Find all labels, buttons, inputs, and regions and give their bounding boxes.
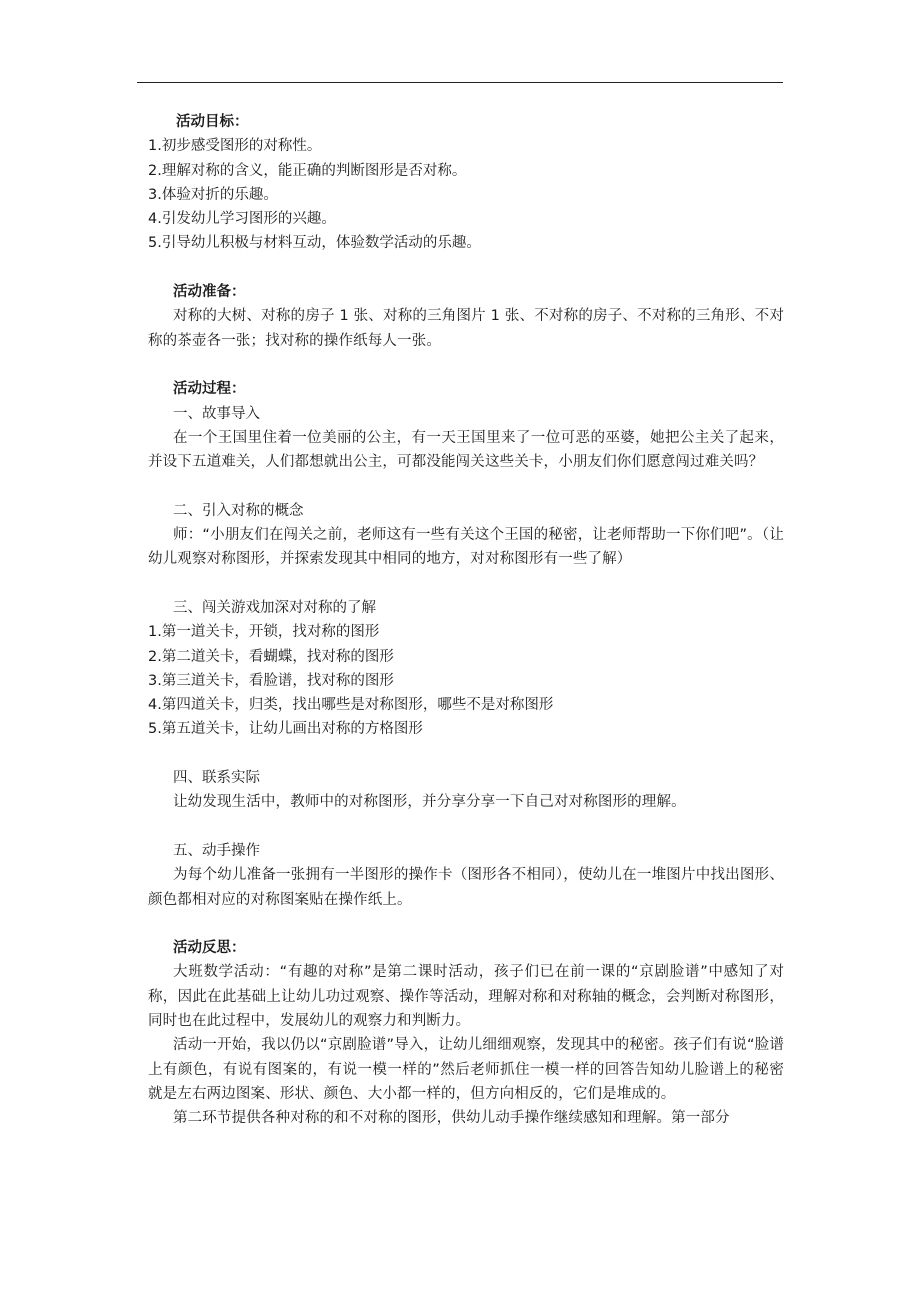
section-title: 四、联系实际 (173, 770, 260, 787)
reflection-paragraph: 大班数学活动：“有趣的对称”是第二课时活动，孩子们已在前一课的“京剧脸谱”中感知了对称，因此在此基础上让幼儿功过观察、操作等活动，理解对称和对称轴的概念，会判断对称图形，同时也在此过程中，发展幼儿的观察力和判断力。 (148, 964, 784, 1029)
level-item: 2.第二道关卡，看蝴蝶，找对称的图形 (148, 648, 394, 665)
preparation-heading: 活动准备： (173, 284, 246, 301)
goals-heading: 活动目标： (176, 114, 249, 130)
level-item: 1.第一道关卡，开锁，找对称的图形 (148, 624, 380, 641)
section-text: 为每个幼儿准备一张拥有一半图形的操作卡（图形各不相同），使幼儿在一堆图片中找出图形、颜色都相对应的对称图案贴在操作纸上。 (148, 867, 784, 908)
header-rule (137, 82, 783, 83)
level-item: 5.第五道关卡，让幼儿画出对称的方格图形 (148, 721, 423, 738)
section-text: 在一个王国里住着一位美丽的公主，有一天王国里来了一位可恶的巫婆，她把公主关了起来，并设下五道难关，人们都想就出公主，可都没能闯关这些关卡，小朋友们你们愿意闯过难关吗？ (148, 429, 784, 471)
goal-item: 4.引发幼儿学习图形的兴趣。 (148, 211, 336, 228)
process-heading: 活动过程： (173, 381, 246, 398)
goal-item: 3.体验对折的乐趣。 (148, 186, 278, 203)
section-text: 师：“小朋友们在闯关之前，老师这有一些有关这个王国的秘密，让老师帮助一下你们吧”。（让幼儿观察对称图形，并探索发现其中相同的地方，对对称图形有一些了解） (148, 527, 784, 568)
preparation-text: 对称的大树、对称的房子 1 张、对称的三角图片 1 张、不对称的房子、不对称的三角形、不对称的茶壶各一张；找对称的操作纸每人一张。 (148, 308, 784, 349)
reflection-heading: 活动反思： (173, 940, 246, 957)
section-title: 三、闯关游戏加深对对称的了解 (173, 599, 376, 616)
reflection-paragraph: 活动一开始，我以仍以“京剧脸谱”导入，让幼儿细细观察，发现其中的秘密。孩子们有说“脸谱上有颜色，有说有图案的，有说一模一样的”然后老师抓住一模一样的回答告知幼儿脸谱上的秘密就是左右两边图案、形状、颜色、大小都一样的，但方向相反的，它们是堆成的。 (148, 1037, 784, 1102)
level-item: 3.第三道关卡，看脸谱，找对称的图形 (148, 672, 394, 689)
reflection-paragraph: 第二环节提供各种对称的和不对称的图形，供幼儿动手操作继续感知和理解。第一部分 (173, 1110, 730, 1127)
section-text: 让幼发现生活中，教师中的对称图形，并分享分享一下自己对对称图形的理解。 (173, 794, 686, 811)
document-body (148, 110, 784, 1130)
level-item: 4.第四道关卡，归类，找出哪些是对称图形，哪些不是对称图形 (148, 697, 554, 714)
section-title: 一、故事导入 (173, 405, 260, 422)
goal-item: 1.初步感受图形的对称性。 (148, 138, 322, 155)
section-title: 二、引入对称的概念 (173, 502, 304, 519)
goal-item: 2.理解对称的含义，能正确的判断图形是否对称。 (148, 162, 467, 179)
goal-item: 5.引导幼儿积极与材料互动，体验数学活动的乐趣。 (148, 235, 481, 252)
section-title: 五、动手操作 (173, 842, 260, 859)
